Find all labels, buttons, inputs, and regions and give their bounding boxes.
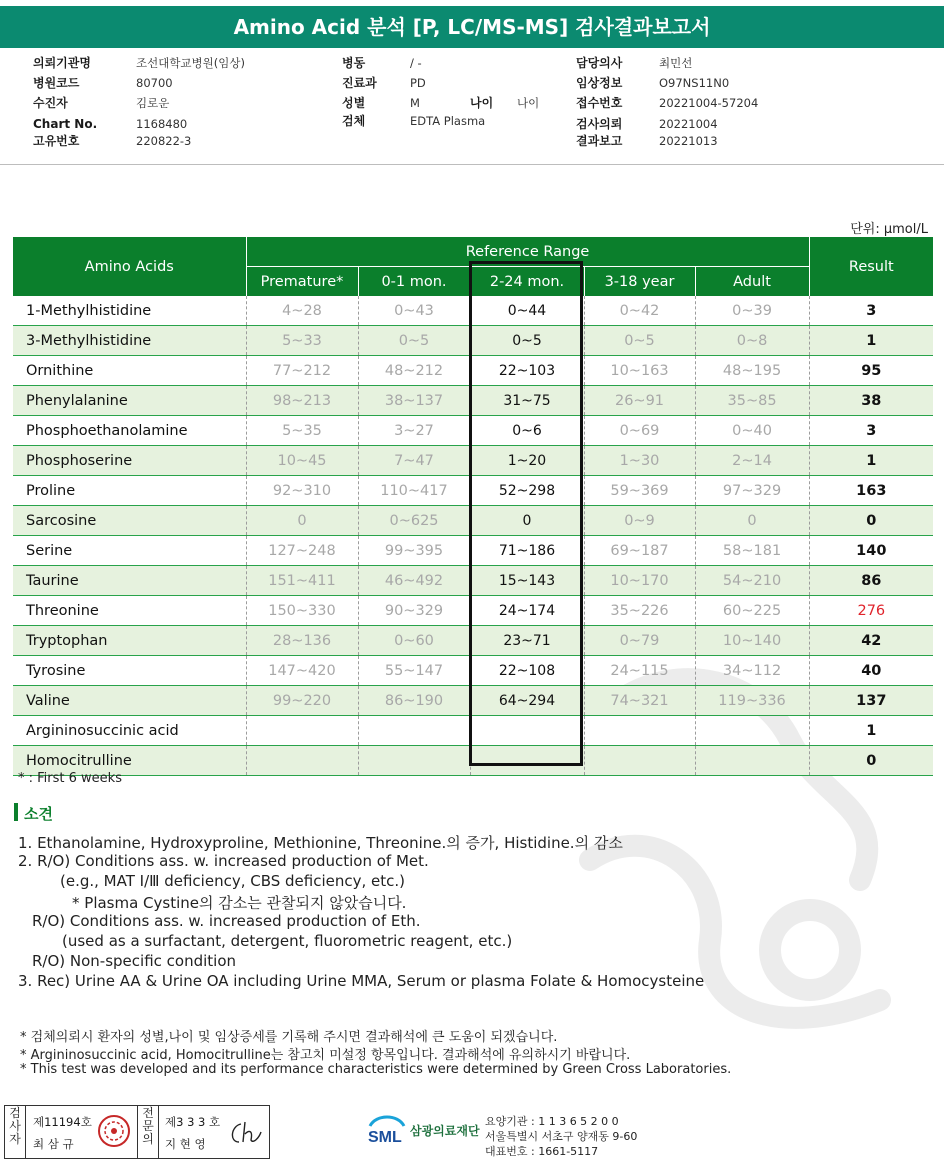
- reference-range-cell: 147~420: [246, 656, 358, 686]
- header-value: O97NS11N0: [659, 76, 730, 90]
- reference-range-cell: [695, 716, 809, 746]
- reference-range-cell: [358, 716, 470, 746]
- reference-range-cell: 35~85: [695, 386, 809, 416]
- specialist-label: 전문의: [142, 1106, 154, 1146]
- reference-range-cell: 10~45: [246, 446, 358, 476]
- reference-range-cell: 24~174: [470, 596, 584, 626]
- reference-range-cell: 5~33: [246, 326, 358, 356]
- result-cell: 42: [809, 626, 933, 656]
- header-value: 조선대학교병원(임상): [136, 56, 245, 70]
- findings-title: 소견: [24, 805, 53, 823]
- result-cell: 40: [809, 656, 933, 686]
- reference-range-cell: 77~212: [246, 356, 358, 386]
- reference-range-cell: 0: [470, 506, 584, 536]
- lab-info-line: 요양기관 : 1 1 3 6 5 2 0 0: [485, 1115, 619, 1128]
- reference-range-cell: 5~35: [246, 416, 358, 446]
- header-label: 검사의뢰: [576, 117, 623, 131]
- reference-range-cell: 22~108: [470, 656, 584, 686]
- header-value: 20221004-57204: [659, 96, 759, 110]
- amino-acid-name: Phenylalanine: [13, 386, 246, 416]
- reference-range-cell: 0~8: [695, 326, 809, 356]
- reference-range-cell: 35~226: [584, 596, 695, 626]
- reference-range-cell: 110~417: [358, 476, 470, 506]
- header-value: EDTA Plasma: [410, 114, 486, 128]
- reference-range-cell: 90~329: [358, 596, 470, 626]
- result-cell: 1: [809, 326, 933, 356]
- reference-range-cell: 0~60: [358, 626, 470, 656]
- reference-range-cell: 92~310: [246, 476, 358, 506]
- age-value: 나이: [517, 96, 540, 110]
- findings-marker: [14, 803, 18, 821]
- amino-acid-name: Serine: [13, 536, 246, 566]
- finding-line: (used as a surfactant, detergent, fluorometric reagent, etc.): [62, 932, 513, 950]
- reference-range-cell: 0~40: [695, 416, 809, 446]
- reference-range-cell: 99~220: [246, 686, 358, 716]
- result-cell: 3: [809, 416, 933, 446]
- sub-header-premature: Premature*: [246, 267, 358, 297]
- reference-range-cell: 10~170: [584, 566, 695, 596]
- reference-range-cell: 10~163: [584, 356, 695, 386]
- header-label: 결과보고: [576, 134, 623, 148]
- reference-range-cell: 64~294: [470, 686, 584, 716]
- header-label: 접수번호: [576, 96, 623, 110]
- col-header-reference-range: Reference Range: [246, 237, 809, 267]
- header-value: PD: [410, 76, 426, 90]
- reference-range-cell: 24~115: [584, 656, 695, 686]
- reference-range-cell: 0~42: [584, 296, 695, 326]
- report-title: Amino Acid 분석 [P, LC/MS-MS] 검사결과보고서: [0, 6, 944, 48]
- reference-range-cell: 0~79: [584, 626, 695, 656]
- header-value: 80700: [136, 76, 173, 90]
- result-cell: 140: [809, 536, 933, 566]
- amino-acid-name: Homocitrulline: [13, 746, 246, 776]
- reference-range-cell: 58~181: [695, 536, 809, 566]
- header-label: 병원코드: [33, 76, 80, 90]
- sub-header-3-18-year: 3-18 year: [584, 267, 695, 297]
- sub-header-2-24-mon: 2-24 mon.: [470, 267, 584, 297]
- reference-range-cell: 99~395: [358, 536, 470, 566]
- tester-license: 제11194호: [33, 1115, 92, 1129]
- handwritten-signature: [227, 1118, 265, 1148]
- reference-range-cell: 0: [695, 506, 809, 536]
- note-line: * Argininosuccinic acid, Homocitrulline는 참고치 미설정 항목입니다. 결과해석에 유의하시기 바랍니다.: [20, 1048, 631, 1063]
- reference-range-cell: [358, 746, 470, 776]
- col-header-amino-acids: Amino Acids: [13, 237, 246, 296]
- header-label: 담당의사: [576, 56, 623, 70]
- header-label: 수진자: [33, 96, 68, 110]
- reference-range-cell: 0~6: [470, 416, 584, 446]
- finding-line: (e.g., MAT Ⅰ/Ⅲ deficiency, CBS deficiency, etc.): [60, 872, 406, 890]
- amino-acid-name: Tryptophan: [13, 626, 246, 656]
- reference-range-cell: 10~140: [695, 626, 809, 656]
- result-cell: 1: [809, 716, 933, 746]
- header-label: Chart No.: [33, 117, 98, 131]
- finding-line: R/O) Conditions ass. w. increased production of Eth.: [32, 912, 421, 930]
- lab-name: 삼광의료재단: [410, 1124, 480, 1138]
- reference-range-cell: 1~20: [470, 446, 584, 476]
- result-cell: 137: [809, 686, 933, 716]
- result-cell: 0: [809, 746, 933, 776]
- reference-range-cell: 0~43: [358, 296, 470, 326]
- sub-header-adult: Adult: [695, 267, 809, 297]
- amino-acid-name: Proline: [13, 476, 246, 506]
- header-value: M: [410, 96, 420, 110]
- svg-text:SML: SML: [368, 1129, 402, 1146]
- reference-range-cell: 0~625: [358, 506, 470, 536]
- sub-header-0-1-mon: 0-1 mon.: [358, 267, 470, 297]
- amino-acid-name: Ornithine: [13, 356, 246, 386]
- reference-range-cell: 0~5: [358, 326, 470, 356]
- specialist-name: 지 현 영: [165, 1137, 206, 1151]
- specialist-license: 제3 3 3 호: [165, 1115, 221, 1129]
- header-label: 진료과: [342, 76, 377, 90]
- note-line: * 검체의뢰시 환자의 성별,나이 및 임상증세를 기록해 주시면 결과해석에 큰 도움이 되겠습니다.: [20, 1030, 558, 1045]
- reference-range-cell: 54~210: [695, 566, 809, 596]
- finding-line: * Plasma Cystine의 감소는 관찰되지 않았습니다.: [72, 894, 407, 912]
- reference-range-cell: 23~71: [470, 626, 584, 656]
- reference-range-cell: 31~75: [470, 386, 584, 416]
- reference-range-cell: 3~27: [358, 416, 470, 446]
- amino-acid-name: 3-Methylhistidine: [13, 326, 246, 356]
- reference-range-cell: 0~69: [584, 416, 695, 446]
- reference-range-cell: [695, 746, 809, 776]
- reference-range-cell: 69~187: [584, 536, 695, 566]
- header-value: 1168480: [136, 117, 188, 131]
- reference-range-cell: 151~411: [246, 566, 358, 596]
- result-cell: 38: [809, 386, 933, 416]
- sml-logo-icon: [366, 1112, 408, 1146]
- reference-range-cell: [584, 746, 695, 776]
- reference-range-cell: 34~112: [695, 656, 809, 686]
- reference-range-cell: 98~213: [246, 386, 358, 416]
- amino-acid-name: Sarcosine: [13, 506, 246, 536]
- reference-range-cell: 0~39: [695, 296, 809, 326]
- header-value: 220822-3: [136, 134, 192, 148]
- patient-header: [0, 50, 944, 165]
- seal-stamp-icon: [97, 1114, 131, 1148]
- footnote: * : First 6 weeks: [18, 771, 122, 786]
- amino-acid-name: Taurine: [13, 566, 246, 596]
- reference-range-cell: 48~195: [695, 356, 809, 386]
- reference-range-cell: 0~9: [584, 506, 695, 536]
- reference-range-cell: 48~212: [358, 356, 470, 386]
- reference-range-cell: 26~91: [584, 386, 695, 416]
- reference-range-cell: 46~492: [358, 566, 470, 596]
- lab-info-line: 서울특별시 서초구 양재동 9-60: [485, 1130, 638, 1143]
- unit-label: 단위: μmol/L: [850, 222, 928, 237]
- col-header-result: Result: [809, 237, 933, 296]
- result-cell: 86: [809, 566, 933, 596]
- reference-range-cell: 2~14: [695, 446, 809, 476]
- reference-range-cell: [584, 716, 695, 746]
- reference-range-cell: 0~5: [584, 326, 695, 356]
- reference-range-cell: [246, 716, 358, 746]
- result-cell: 0: [809, 506, 933, 536]
- amino-acid-name: Valine: [13, 686, 246, 716]
- reference-range-cell: 86~190: [358, 686, 470, 716]
- reference-range-cell: 38~137: [358, 386, 470, 416]
- reference-range-cell: 55~147: [358, 656, 470, 686]
- reference-range-cell: 150~330: [246, 596, 358, 626]
- finding-line: R/O) Non-specific condition: [32, 952, 237, 970]
- reference-range-cell: 60~225: [695, 596, 809, 626]
- reference-range-cell: 119~336: [695, 686, 809, 716]
- report-footer: [0, 1100, 948, 1169]
- reference-range-cell: 1~30: [584, 446, 695, 476]
- header-value: 김로운: [136, 96, 170, 110]
- age-label: 나이: [470, 96, 494, 110]
- amino-acid-name: 1-Methylhistidine: [13, 296, 246, 326]
- header-label: 의뢰기관명: [33, 56, 91, 70]
- reference-range-cell: 97~329: [695, 476, 809, 506]
- result-cell: 163: [809, 476, 933, 506]
- header-label: 성별: [342, 96, 366, 110]
- amino-acid-name: Phosphoethanolamine: [13, 416, 246, 446]
- reference-range-cell: 0: [246, 506, 358, 536]
- result-cell: 95: [809, 356, 933, 386]
- reference-range-cell: 4~28: [246, 296, 358, 326]
- signature-box: [4, 1105, 270, 1159]
- reference-range-cell: 7~47: [358, 446, 470, 476]
- amino-acid-name: Threonine: [13, 596, 246, 626]
- reference-range-cell: 74~321: [584, 686, 695, 716]
- header-value: 20221004: [659, 117, 718, 131]
- header-label: 고유번호: [33, 134, 80, 148]
- reference-range-cell: 22~103: [470, 356, 584, 386]
- header-value: 20221013: [659, 134, 718, 148]
- tester-label: 검사자: [9, 1106, 21, 1146]
- reference-range-cell: [246, 746, 358, 776]
- reference-range-cell: 52~298: [470, 476, 584, 506]
- reference-range-cell: 71~186: [470, 536, 584, 566]
- reference-range-cell: 28~136: [246, 626, 358, 656]
- result-cell: 1: [809, 446, 933, 476]
- finding-line: 3. Rec) Urine AA & Urine OA including Urine MMA, Serum or plasma Folate & Homocysteine: [18, 972, 705, 990]
- amino-acid-name: Tyrosine: [13, 656, 246, 686]
- header-label: 검체: [342, 114, 366, 128]
- header-label: 임상정보: [576, 76, 623, 90]
- reference-range-cell: 15~143: [470, 566, 584, 596]
- header-value: / -: [410, 56, 422, 70]
- finding-line: 2. R/O) Conditions ass. w. increased production of Met.: [18, 852, 429, 870]
- amino-acid-name: Phosphoserine: [13, 446, 246, 476]
- header-label: 병동: [342, 56, 366, 70]
- result-cell: 276: [809, 596, 933, 626]
- reference-range-cell: 0~5: [470, 326, 584, 356]
- header-value: 최민선: [659, 56, 693, 70]
- amino-acid-name: Argininosuccinic acid: [13, 716, 246, 746]
- reference-range-cell: 0~44: [470, 296, 584, 326]
- tester-name: 최 삼 규: [33, 1137, 74, 1151]
- note-line: * This test was developed and its performance characteristics were determined by Green Cross Laboratories.: [20, 1062, 732, 1077]
- highlight-box-2-24-mon: [469, 261, 583, 766]
- reference-range-cell: 59~369: [584, 476, 695, 506]
- finding-line: 1. Ethanolamine, Hydroxyproline, Methionine, Threonine.의 증가, Histidine.의 감소: [18, 834, 623, 852]
- result-cell: 3: [809, 296, 933, 326]
- lab-info-line: 대표번호 : 1661-5117: [485, 1145, 599, 1158]
- reference-range-cell: 127~248: [246, 536, 358, 566]
